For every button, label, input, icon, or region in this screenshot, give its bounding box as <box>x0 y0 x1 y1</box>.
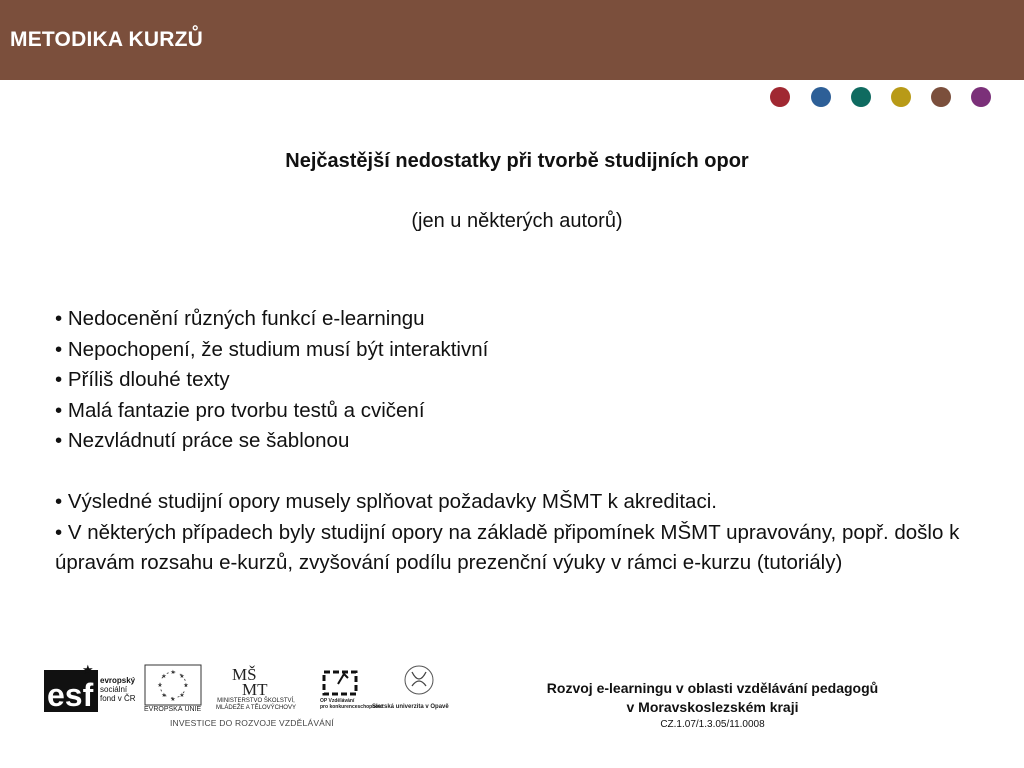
color-dot-teal <box>851 87 871 107</box>
svg-text:★: ★ <box>170 669 176 676</box>
esf-text <box>100 676 136 703</box>
footer-project-code: CZ.1.07/1.3.05/11.0008 <box>660 719 765 730</box>
msmt-label <box>206 698 306 712</box>
svg-text:★: ★ <box>157 682 163 689</box>
slide-subtitle: (jen u některých autorů) <box>411 210 623 232</box>
header-bar <box>0 0 1024 80</box>
svg-text:★: ★ <box>179 673 185 680</box>
bullet-item: • Příliš dlouhé texty <box>55 368 230 391</box>
bullet-item: • Malá fantazie pro tvorbu testů a cvičení <box>55 398 425 422</box>
color-dot-yellow <box>891 87 911 107</box>
svg-text:★: ★ <box>183 682 189 689</box>
svg-text:★: ★ <box>161 692 167 699</box>
msmt-label-line: MINISTERSTVO ŠKOLSTVÍ, <box>217 698 295 704</box>
investice-caption: INVESTICE DO ROZVOJE VZDĚLÁVÁNÍ <box>170 718 334 728</box>
esf-text-line: fond v ČR <box>100 694 136 703</box>
color-dot-blue <box>811 87 831 107</box>
logo-strip <box>44 660 484 740</box>
color-dot-purple <box>971 87 991 107</box>
bullet-item: • Výsledné studijní opory musely splňovat požadavky MŠMT k akreditaci. <box>55 490 717 513</box>
su-label: Slezská univerzita v Opavě <box>372 704 449 710</box>
msmt-label-line: MLÁDEŽE A TĚLOVÝCHOVY <box>216 705 296 711</box>
header-title: METODIKA KURZŮ <box>10 28 203 51</box>
svg-text:esf: esf <box>47 677 94 713</box>
msmt-logo <box>228 662 278 698</box>
svg-text:MŠ: MŠ <box>232 665 257 684</box>
svg-text:★: ★ <box>170 696 176 703</box>
esf-text-line: evropský <box>100 676 136 685</box>
bullet-item: • Nepochopení, že studium musí být interaktivní <box>55 337 489 361</box>
bullet-item: • V některých případech byly studijní opory na základě připomínek MŠMT upravovány, popř. došlo k úpravám rozsahu e-kurzů, zvyšování podílu prezenční výuky v rámci e-kurzu (tutoriály) <box>55 520 960 574</box>
svg-text:★: ★ <box>161 673 167 680</box>
bullet-item: • Nedocenění různých funkcí e-learningu <box>55 307 425 330</box>
svg-text:★: ★ <box>82 662 94 677</box>
color-dot-brown <box>931 87 951 107</box>
op-logo <box>320 664 364 698</box>
eu-flag-logo <box>144 664 202 706</box>
svg-text:MT: MT <box>242 680 268 698</box>
bullet-item: • Nezvládnutí práce se šablonou <box>55 429 350 452</box>
svg-text:★: ★ <box>179 692 185 699</box>
eu-label: EVROPSKÁ UNIE <box>144 706 202 713</box>
op-label-line: OP Vzdělávání <box>320 698 355 704</box>
su-emblem-logo <box>402 662 436 700</box>
footer-line2: v Moravskoslezském kraji <box>626 699 799 715</box>
esf-text-line: sociální <box>100 685 128 694</box>
bullet-list-shortcomings <box>55 304 488 457</box>
op-label-line: pro konkurenceschopnost <box>320 704 383 710</box>
footer-project-info <box>500 679 925 732</box>
color-dot-red <box>770 87 790 107</box>
footer-line1: Rozvoj e-learningu v oblasti vzdělávání pedagogů <box>546 680 879 696</box>
slide-title: Nejčastější nedostatky při tvorbě studijních opor <box>285 150 749 172</box>
bullet-list-outcomes <box>55 487 1005 579</box>
